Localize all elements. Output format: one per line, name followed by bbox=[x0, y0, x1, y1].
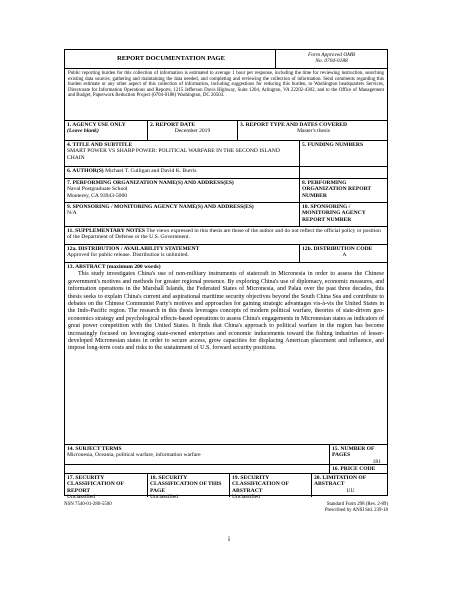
omb-number: No. 0704-0188 bbox=[315, 58, 348, 65]
row-price-code bbox=[65, 464, 387, 473]
field-report-type bbox=[237, 121, 389, 140]
limitation-abstract-label: 20. LIMITATION OF ABSTRACT bbox=[314, 475, 366, 488]
row-sponsoring-agency bbox=[65, 202, 387, 226]
row-security-classification bbox=[65, 473, 387, 501]
authors-value: Michael T. Culligan and David K. Burris bbox=[105, 168, 197, 174]
title-subtitle-value: SMART POWER VS SHARP POWER: POLITICAL WARFARE IN THE SECOND ISLAND CHAIN bbox=[67, 148, 280, 161]
row-performing-org bbox=[65, 178, 387, 202]
performing-org-address: Monterey, CA 93943-5000 bbox=[67, 192, 128, 199]
distribution-statement-value: Approved for public release. Distribution is unlimited. bbox=[67, 252, 189, 259]
field-abstract bbox=[65, 263, 387, 444]
agency-use-value: (Leave blank) bbox=[67, 128, 99, 135]
burden-row bbox=[65, 68, 387, 120]
report-date-value: December 2019 bbox=[174, 128, 211, 135]
report-type-label: 3. REPORT TYPE AND DATES COVERED bbox=[240, 122, 348, 128]
performing-org-name: Naval Postgraduate School bbox=[67, 186, 128, 193]
security-report-label: 17. SECURITY CLASSIFICATION OF REPORT bbox=[67, 475, 124, 494]
performing-org-label: 7. PERFORMING ORGANIZATION NAME(S) AND ADDRESS(ES) bbox=[67, 180, 234, 186]
distribution-code-value: A bbox=[342, 252, 347, 259]
nsn-number: NSN 7540-01-280-5500 bbox=[64, 502, 112, 507]
subject-terms-label: 14. SUBJECT TERMS bbox=[67, 446, 122, 452]
supplementary-notes-label: 11. SUPPLEMENTARY NOTES bbox=[67, 228, 145, 234]
field-title-subtitle bbox=[65, 141, 299, 166]
field-security-abstract bbox=[229, 474, 311, 501]
title-subtitle-label: 4. TITLE AND SUBTITLE bbox=[67, 142, 133, 148]
row-authors bbox=[65, 166, 387, 178]
distribution-statement-label: 12a. DISTRIBUTION / AVAILABILITY STATEMENT bbox=[67, 246, 200, 252]
standard-form-number: Standard Form 298 (Rev. 2-89) bbox=[326, 502, 388, 507]
field-sponsoring-report-number: 10. SPONSORING / MONITORING AGENCY REPORT NUMBER bbox=[299, 203, 389, 226]
funding-numbers-label: 5. FUNDING NUMBERS bbox=[302, 142, 364, 148]
field-supplementary-notes bbox=[65, 227, 387, 244]
field-price-code-blank bbox=[65, 465, 329, 473]
field-agency-use bbox=[65, 121, 147, 140]
field-funding-numbers bbox=[299, 141, 389, 166]
report-type-value: Master's thesis bbox=[297, 128, 330, 135]
report-documentation-form bbox=[64, 49, 388, 501]
number-of-pages-value: 181 bbox=[372, 458, 381, 465]
sponsoring-agency-value: N/A bbox=[67, 210, 77, 217]
standard-form-footer bbox=[300, 502, 388, 513]
field-authors bbox=[65, 167, 299, 178]
security-abstract-value: Unclassified bbox=[232, 494, 260, 501]
supplementary-notes-value: The views expressed in this thesis are those of the author and do not reflect the official policy or position of the Department of Defense or the U.S. Government. bbox=[67, 228, 381, 241]
row-title-funding bbox=[65, 140, 387, 166]
field-report-date bbox=[147, 121, 237, 140]
row-supplementary-notes bbox=[65, 226, 387, 244]
field-sponsoring-agency bbox=[65, 203, 299, 226]
abstract-text: This study investigates China's use of non-military instruments of statecraft in Micronesia in order to assess the Chinese government's motives and methods for greater regional presence. By exploring China's use of diplomacy, economic measures, and information operations in the Marshall Islands, the Federated States of Micronesia, and Palau over the past three decades, this thesis seeks to explain China's current and aspirational maritime security objectives beyond the South China Sea and contribute to debates on the Chinese Communist Party's motives and approaches for gaining strategic advantages vis-à-vis the United States in the Indo-Pacific region. The research in this thesis leverages concepts of modern political warfare, theories of state-driven geo-economics strategy and psychological effects-based operations to assess China's engagements in Micronesian states as indicators of great power competition with the United States. It finds that China's approach to political warfare in the region has become increasingly focused on leveraging state-owned enterprises and economic inducements toward the fishing industries of lesser-developed Micronesian states in order to secure access, grow capacities for displacing American placement and influence, and impose long-term costs and risks to the sustainment of U.S. forward security positions. bbox=[68, 271, 384, 352]
limitation-abstract-value: UU bbox=[346, 487, 355, 494]
security-report-value: Unclassified bbox=[67, 494, 95, 501]
field-distribution-code bbox=[299, 245, 389, 262]
security-page-label: 18. SECURITY CLASSIFICATION OF THIS PAGE bbox=[150, 475, 222, 494]
ansi-standard: Prescribed by ANSI Std. 239-18 bbox=[324, 507, 388, 513]
field-security-page bbox=[147, 474, 229, 501]
row-abstract bbox=[65, 262, 387, 444]
sponsoring-agency-label: 9. SPONSORING / MONITORING AGENCY NAME(S) AND ADDRESS(ES) bbox=[67, 204, 254, 210]
field-number-of-pages bbox=[329, 445, 389, 464]
field-distribution-statement bbox=[65, 245, 299, 262]
field-subject-terms bbox=[65, 445, 329, 464]
agency-use-label: 1. AGENCY USE ONLY bbox=[67, 122, 126, 128]
form-title: REPORT DOCUMENTATION PAGE bbox=[116, 55, 226, 62]
row-distribution bbox=[65, 244, 387, 262]
security-abstract-label: 19. SECURITY CLASSIFICATION OF ABSTRACT bbox=[232, 475, 289, 494]
page-number: i bbox=[228, 534, 231, 543]
omb-approval bbox=[275, 50, 387, 68]
subject-terms-value: Micronesia, Oceania, political warfare, information warfare bbox=[67, 452, 201, 459]
burden-statement: Public reporting burden for this collection of information is estimated to average 1 hour per response, including the time for reviewing instruction, searching existing data sources, gathering and maintaining the data needed, and completing and reviewing the collection of information. Send comments regarding this burden estimate or any other aspect of this collection of information, including suggestions for reducing this burden, to Washington headquarters Services, Directorate for Information Operations and Reports, 1215 Jefferson Davis Highway, Suite 1204, Arlington, VA 22202-4302, and to the Office of Management and Budget, Paperwork Reduction Project (0704-0188) Washington, DC 20503. bbox=[68, 71, 384, 99]
distribution-code-label: 12b. DISTRIBUTION CODE bbox=[302, 246, 373, 252]
security-page-value: Unclassified bbox=[150, 494, 178, 501]
row-subject-terms bbox=[65, 444, 387, 464]
field-performing-org bbox=[65, 179, 299, 202]
row-agency-date-type bbox=[65, 120, 387, 140]
abstract-label: 13. ABSTRACT (maximum 200 words) bbox=[67, 264, 161, 270]
field-limitation-abstract bbox=[311, 474, 389, 497]
field-price-code: 16. PRICE CODE bbox=[329, 465, 389, 473]
report-date-label: 2. REPORT DATE bbox=[150, 122, 196, 128]
form-header bbox=[65, 50, 387, 68]
number-of-pages-label: 15. NUMBER OF PAGES bbox=[332, 446, 375, 459]
field-authors-blank bbox=[299, 167, 389, 178]
authors-label: 6. AUTHOR(S) bbox=[67, 168, 104, 174]
field-security-report bbox=[65, 474, 147, 501]
field-performing-report-number: 8. PERFORMING ORGANIZATION REPORT NUMBER bbox=[299, 179, 389, 202]
form-approved-label: Form Approved OMB bbox=[307, 52, 355, 58]
